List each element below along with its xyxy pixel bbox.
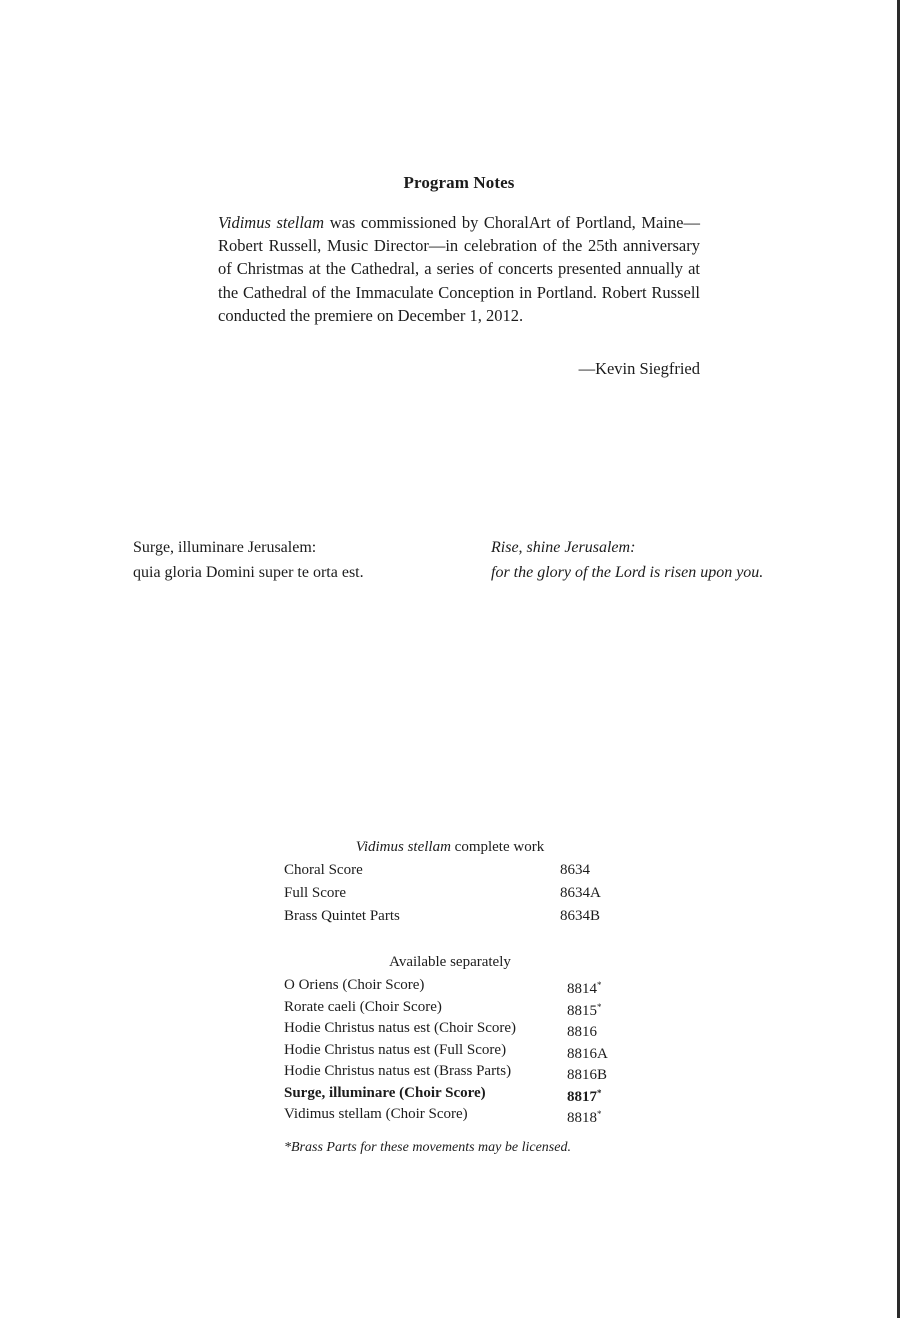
catalog-row: [284, 1018, 634, 1040]
catalog-item-title: O Oriens (Choir Score): [284, 977, 425, 993]
asterisk-mark: *: [597, 1001, 602, 1012]
catalog-row: [284, 1061, 634, 1083]
program-notes-text: was commissioned by ChoralArt of Portland, Maine—Robert Russell, Music Director—in celebration of the 25th anniversary of Christmas at the Cathedral, a series of concerts presented annually at the Cathedral of the Immaculate Conception in Portland. Robert Russell conducted the premiere on December 1, 2012.: [218, 213, 700, 325]
catalog-item-title: Hodie Christus natus est (Choir Score): [284, 1020, 517, 1036]
catalog: [284, 835, 634, 1156]
catalog-item-title: Brass Quintet Parts: [284, 908, 400, 924]
catalog-available-separately: [284, 950, 634, 1126]
catalog-item-title: Vidimus stellam (Choir Score): [284, 1106, 468, 1122]
verse-latin-line-2: quia gloria Domini super te orta est.: [133, 564, 364, 581]
asterisk-mark: *: [597, 980, 602, 990]
catalog-footnote: *Brass Parts for these movements may be licensed.: [284, 1139, 571, 1155]
verse-english: [491, 535, 871, 585]
catalog-item-title: Full Score: [284, 885, 347, 901]
catalog-row: [284, 859, 634, 882]
program-notes-body: [218, 211, 700, 327]
catalog-item-code: 8634A: [560, 885, 601, 901]
catalog-item-code: 8816: [567, 1024, 597, 1040]
catalog-row: [284, 905, 634, 928]
catalog-item-code: 8634B: [560, 908, 601, 924]
catalog-row: [284, 975, 634, 997]
catalog-row: [284, 882, 634, 905]
catalog-row-highlighted: [284, 1083, 634, 1105]
catalog-item-code: 8814*: [567, 980, 602, 997]
verse-english-line-2: for the glory of the Lord is risen upon you.: [491, 564, 764, 581]
catalog-item-code: 8816A: [567, 1045, 608, 1062]
program-notes-title: Program Notes: [403, 173, 515, 192]
asterisk-mark: *: [597, 1109, 602, 1119]
catalog-item-title: Hodie Christus natus est (Brass Parts): [284, 1063, 512, 1079]
catalog-separate-heading: Available separately: [389, 954, 511, 970]
catalog-complete-work: [284, 835, 634, 928]
verse-latin-line-1: Surge, illuminare Jerusalem:: [133, 539, 317, 556]
catalog-row: [284, 1040, 634, 1062]
catalog-complete-heading: Vidimus stellam complete work: [355, 839, 545, 855]
catalog-item-title: Surge, illuminare (Choir Score): [284, 1084, 486, 1101]
verse-english-line-1: Rise, shine Jerusalem:: [491, 539, 636, 556]
catalog-item-title: Hodie Christus natus est (Full Score): [284, 1041, 507, 1058]
catalog-item-code: 8816B: [567, 1067, 608, 1083]
asterisk-mark: *: [597, 1087, 602, 1098]
catalog-item-title: Choral Score: [284, 862, 363, 878]
catalog-item-code: 8815*: [567, 1001, 602, 1019]
catalog-item-title: Rorate caeli (Choir Score): [284, 998, 442, 1015]
work-title: Vidimus stellam: [218, 213, 325, 232]
catalog-item-code: 8818*: [567, 1109, 602, 1126]
catalog-row: [284, 997, 634, 1019]
catalog-row: [284, 1104, 634, 1126]
verse-latin: [133, 535, 453, 585]
catalog-item-code: 8634: [560, 862, 590, 878]
program-notes-author: —Kevin Siegfried: [578, 359, 700, 378]
catalog-item-code: 8817*: [567, 1087, 602, 1105]
